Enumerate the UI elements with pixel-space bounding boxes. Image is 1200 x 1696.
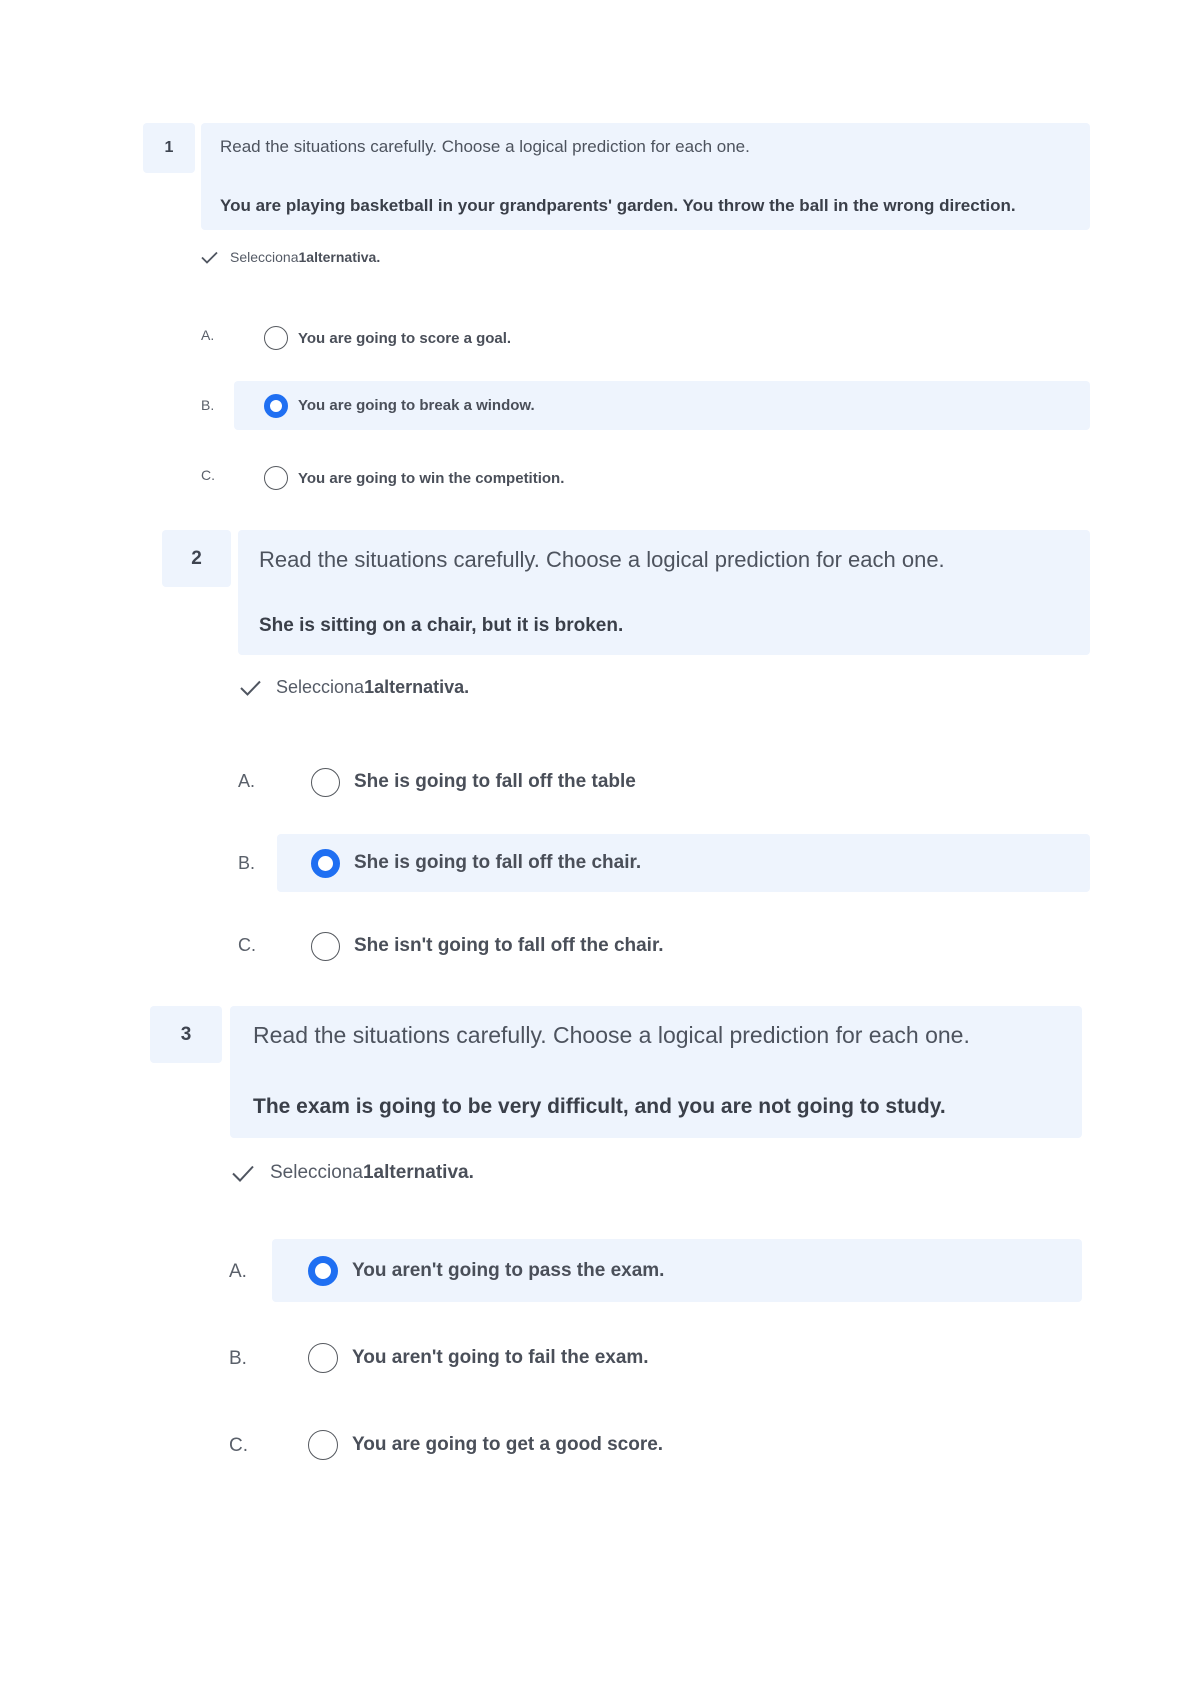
option-letter: A. [229,1261,247,1282]
check-icon [201,251,218,264]
option-b[interactable]: You aren't going to fail the exam. [272,1333,1082,1383]
selection-hint: Selecciona 1 alternativa. [232,1162,474,1184]
option-letter: B. [201,397,215,413]
option-b[interactable]: She is going to fall off the chair. [277,834,1090,892]
option-letter: C. [201,467,215,483]
question-number: 2 [162,530,231,587]
question-prompt [201,123,1090,230]
radio-button[interactable] [264,466,288,490]
situation-text: You are playing basketball in your grandparents' garden. You throw the ball in the wrong direction. [220,196,1016,215]
radio-button-selected[interactable] [308,1256,338,1286]
option-b[interactable]: You are going to break a window. [234,381,1090,430]
instruction-text: Read the situations carefully. Choose a logical prediction for each one. [220,137,750,156]
radio-button[interactable] [308,1343,338,1373]
question-prompt [230,1006,1082,1138]
option-letter: C. [238,935,256,955]
option-c[interactable]: You are going to win the competition. [234,458,1090,498]
check-icon [240,680,261,696]
radio-button[interactable] [311,768,340,797]
option-c[interactable]: You are going to get a good score. [272,1420,1082,1470]
radio-button[interactable] [308,1430,338,1460]
option-c[interactable]: She isn't going to fall off the chair. [277,922,1090,970]
option-a[interactable]: She is going to fall off the table [277,758,1090,806]
option-letter: B. [229,1348,247,1369]
radio-button-selected[interactable] [264,394,288,418]
question-number: 1 [143,123,195,173]
question-prompt [238,530,1090,655]
radio-button[interactable] [264,326,288,350]
radio-button-selected[interactable] [311,849,340,878]
situation-text: The exam is going to be very difficult, and you are not going to study. [253,1095,946,1118]
option-letter: A. [238,771,256,791]
option-letter: B. [238,853,256,873]
question-number: 3 [150,1006,222,1063]
option-letter: C. [229,1435,248,1456]
radio-button[interactable] [311,932,340,961]
check-icon [232,1165,254,1182]
option-a[interactable]: You are going to score a goal. [234,318,1090,358]
situation-text: She is sitting on a chair, but it is broken. [259,615,624,636]
instruction-text: Read the situations carefully. Choose a logical prediction for each one. [259,547,945,572]
option-letter: A. [201,327,215,343]
selection-hint: Selecciona 1 alternativa. [240,677,469,698]
option-a[interactable]: You aren't going to pass the exam. [272,1239,1082,1302]
selection-hint: Selecciona 1 alternativa. [201,249,380,265]
instruction-text: Read the situations carefully. Choose a logical prediction for each one. [253,1022,970,1048]
